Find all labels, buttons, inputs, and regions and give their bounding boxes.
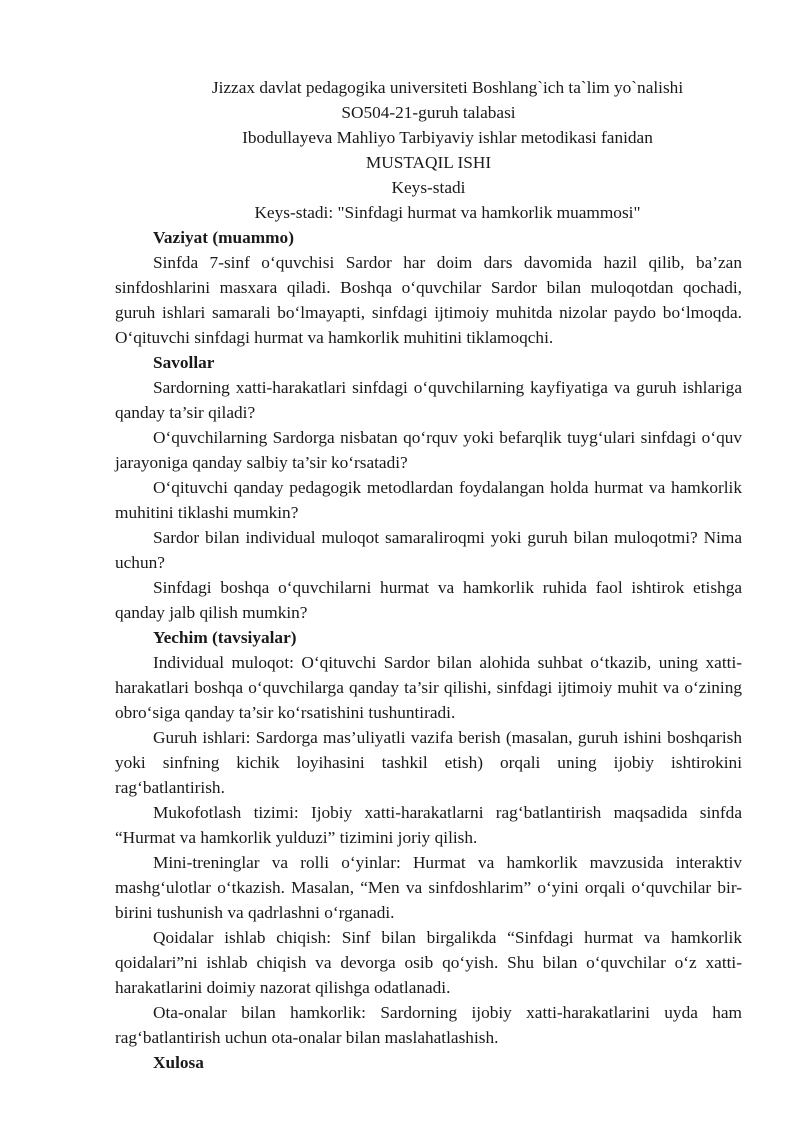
header-group-line: SO504-21-guruh talabasi: [341, 103, 516, 122]
header-author-line: Ibodullayeva Mahliyo Tarbiyaviy ishlar metodikasi fanidan: [242, 128, 653, 147]
document-subtitle: Keys-stadi: [391, 178, 466, 197]
solution-item: Mini-treninglar va rolli o‘yinlar: Hurmat va hamkorlik mavzusida interaktiv mashg‘ulotlar o‘tkazish. Masalan, “Men va sinfdoshlarim” o‘yini orqali o‘quvchilar bir-birini tushunish va qadrlashni o‘rganadi.: [115, 853, 742, 922]
solution-item: Guruh ishlari: Sardorga mas’uliyatli vazifa berish (masalan, guruh ishini boshqarish yoki sinfning kichik loyihasini tashkil etish) orqali uning ijobiy ishtirokini rag‘batlantirish.: [115, 728, 742, 797]
header-university-line: Jizzax davlat pedagogika universiteti Boshlang`ich ta`lim yo`nalishi: [211, 78, 684, 97]
question-item: Sinfdagi boshqa o‘quvchilarni hurmat va hamkorlik ruhida faol ishtirok etishga qanday jalb qilish mumkin?: [115, 578, 742, 622]
solution-item: Ota-onalar bilan hamkorlik: Sardorning ijobiy xatti-harakatlarini uyda ham rag‘batlantirish uchun ota-onalar bilan maslahatlashish.: [115, 1003, 742, 1047]
document-header: [115, 75, 742, 225]
document-title: MUSTAQIL ISHI: [365, 153, 492, 172]
solution-item: Qoidalar ishlab chiqish: Sinf bilan birgalikda “Sinfdagi hurmat va hamkorlik qoidalari”ni ishlab chiqish va devorga osib qo‘yish. Shu bilan o‘quvchilar o‘z xatti-harakatlarini doimiy nazorat qilishga odatlanadi.: [115, 928, 742, 997]
solution-heading: Yechim (tavsiyalar): [153, 628, 297, 647]
question-item: O‘quvchilarning Sardorga nisbatan qo‘rquv yoki befarqlik tuyg‘ulari sinfdagi o‘quv jarayoniga qanday salbiy ta’sir ko‘rsatadi?: [115, 428, 742, 472]
question-item: Sardor bilan individual muloqot samaraliroqmi yoki guruh bilan muloqotmi? Nima uchun?: [115, 528, 742, 572]
case-study-title: Keys-stadi: "Sinfdagi hurmat va hamkorlik muammosi": [254, 203, 641, 222]
solution-item: Mukofotlash tizimi: Ijobiy xatti-harakatlarni rag‘batlantirish maqsadida sinfda “Hurmat va hamkorlik yulduzi” tizimini joriy qilish.: [115, 803, 742, 847]
question-item: O‘qituvchi qanday pedagogik metodlardan foydalangan holda hurmat va hamkorlik muhitini tiklashi mumkin?: [115, 478, 742, 522]
questions-heading: Savollar: [153, 353, 215, 372]
question-item: Sardorning xatti-harakatlari sinfdagi o‘quvchilarning kayfiyatiga va guruh ishlariga qanday ta’sir qiladi?: [115, 378, 742, 422]
conclusion-heading: Xulosa: [153, 1053, 204, 1072]
solution-item: Individual muloqot: O‘qituvchi Sardor bilan alohida suhbat o‘tkazib, uning xatti-harakatlari boshqa o‘quvchilarga qanday ta’sir qilishi, sinfdagi ijtimoiy muhit va o‘zining obro‘siga qanday ta’sir ko‘rsatishini tushuntiradi.: [115, 653, 742, 722]
situation-heading: Vaziyat (muammo): [153, 228, 294, 247]
document-page: [115, 75, 742, 1075]
situation-paragraph: Sinfda 7-sinf o‘quvchisi Sardor har doim dars davomida hazil qilib, ba’zan sinfdoshlarini masxara qiladi. Boshqa o‘quvchilar Sardor bilan muloqotdan qochadi, guruh ishlari samarali bo‘lmayapti, sinfdagi ijtimoiy muhitda nizolar paydo bo‘lmoqda. O‘qituvchi sinfdagi hurmat va hamkorlik muhitini tiklamoqchi.: [115, 253, 742, 347]
